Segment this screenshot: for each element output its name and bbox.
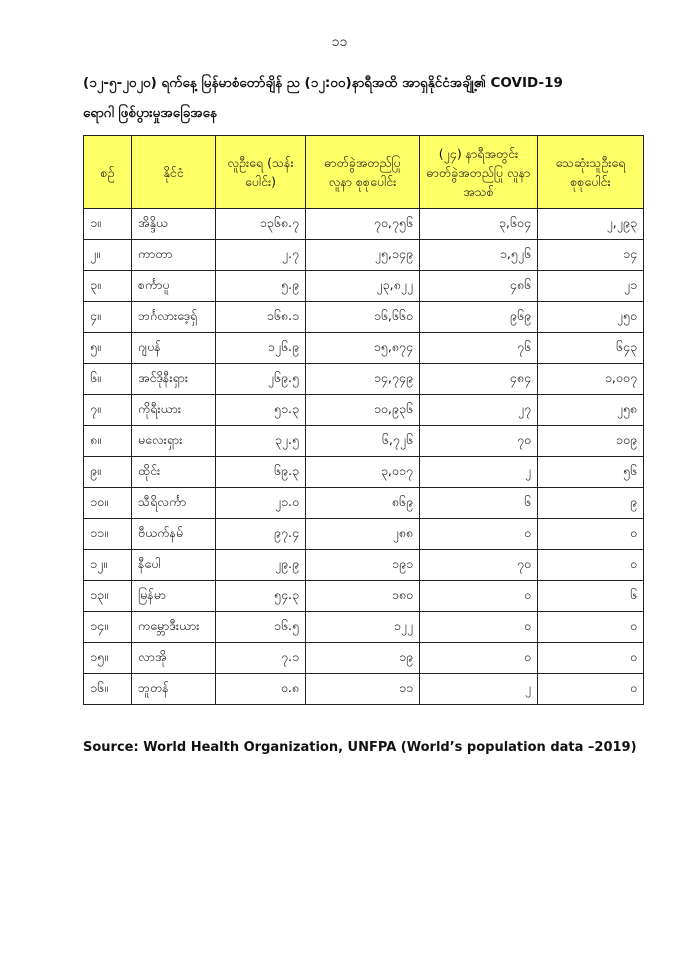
- cell-serial: ၁၂။: [84, 550, 132, 581]
- cell-deaths: ၀: [538, 519, 644, 550]
- header-confirmed-total: ဓာတ်ခွဲအတည်ပြု လူနာ စုစုပေါင်း: [306, 136, 420, 209]
- cell-population: ၆၉.၃: [216, 457, 306, 488]
- cell-country: မလေးရှား: [132, 426, 216, 457]
- table-row: [84, 426, 644, 457]
- cell-serial: ၁၃။: [84, 581, 132, 612]
- table-body: [84, 209, 644, 705]
- cell-new: ၀: [420, 643, 538, 674]
- table-row: [84, 612, 644, 643]
- table-row: [84, 271, 644, 302]
- table-row: [84, 519, 644, 550]
- cell-country: လာအို: [132, 643, 216, 674]
- cell-confirmed: ၁၉၁: [306, 550, 420, 581]
- cell-deaths: ၀: [538, 643, 644, 674]
- header-new-24h: (၂၄) နာရီအတွင်း ဓာတ်ခွဲအတည်ပြု လူနာ အသစ်: [420, 136, 538, 209]
- cell-new: ၃,၆၀၄: [420, 209, 538, 240]
- cell-confirmed: ၂၅,၁၄၉: [306, 240, 420, 271]
- cell-serial: ၈။: [84, 426, 132, 457]
- cell-new: ၆: [420, 488, 538, 519]
- cell-deaths: ၁၄: [538, 240, 644, 271]
- cell-population: ၁၆၈.၁: [216, 302, 306, 333]
- table-row: [84, 209, 644, 240]
- cell-deaths: ၁,၀၀၇: [538, 364, 644, 395]
- cell-serial: ၆။: [84, 364, 132, 395]
- cell-deaths: ၀: [538, 550, 644, 581]
- title-line-2: ရောဂါ ဖြစ်ပွားမှုအခြေအနေ: [83, 105, 217, 121]
- cell-serial: ၁၄။: [84, 612, 132, 643]
- cell-population: ၂.၇: [216, 240, 306, 271]
- page-number: ၁၁: [331, 34, 348, 50]
- cell-serial: ၁၆။: [84, 674, 132, 705]
- cell-country: ထိုင်း: [132, 457, 216, 488]
- cell-deaths: ၆: [538, 581, 644, 612]
- header-population: လူဦးရေ (သန်းပေါင်း): [216, 136, 306, 209]
- cell-country: သီရိလင်္ကာ: [132, 488, 216, 519]
- cell-population: ၅၄.၃: [216, 581, 306, 612]
- cell-serial: ၂။: [84, 240, 132, 271]
- cell-country: ကမ္ဘောဒီးယား: [132, 612, 216, 643]
- cell-country: အင်ဒိုနီးရှား: [132, 364, 216, 395]
- cell-deaths: ၀: [538, 612, 644, 643]
- cell-deaths: ၁၀၉: [538, 426, 644, 457]
- cell-country: ဘူတန်: [132, 674, 216, 705]
- cell-new: ၂: [420, 674, 538, 705]
- cell-country: မြန်မာ: [132, 581, 216, 612]
- table-row: [84, 333, 644, 364]
- cell-serial: ၅။: [84, 333, 132, 364]
- cell-confirmed: ၁၅,၈၇၄: [306, 333, 420, 364]
- cell-new: ၄၈၄: [420, 364, 538, 395]
- cell-new: ၉၆၉: [420, 302, 538, 333]
- cell-deaths: ၀: [538, 674, 644, 705]
- cell-new: ၇၆: [420, 333, 538, 364]
- cell-country: ဂျပန်: [132, 333, 216, 364]
- cell-serial: ၃။: [84, 271, 132, 302]
- source-note: Source: World Health Organization, UNFPA (World’s population data –2019): [83, 740, 637, 755]
- cell-confirmed: ၁၈၀: [306, 581, 420, 612]
- table-row: [84, 581, 644, 612]
- cell-serial: ၄။: [84, 302, 132, 333]
- cell-confirmed: ၁၉: [306, 643, 420, 674]
- table-row: [84, 643, 644, 674]
- cell-new: ၇၀: [420, 550, 538, 581]
- cell-serial: ၁၀။: [84, 488, 132, 519]
- cell-deaths: ၉: [538, 488, 644, 519]
- table-row: [84, 488, 644, 519]
- cell-population: ၂၆၉.၅: [216, 364, 306, 395]
- cell-deaths: ၅၆: [538, 457, 644, 488]
- table-row: [84, 674, 644, 705]
- cell-confirmed: ၂၃,၈၂၂: [306, 271, 420, 302]
- cell-country: စင်္ကာပူ: [132, 271, 216, 302]
- header-serial: စဉ်: [84, 136, 132, 209]
- cell-confirmed: ၁၀,၉၃၆: [306, 395, 420, 426]
- cell-confirmed: ၂၈၈: [306, 519, 420, 550]
- cell-country: ဘင်္ဂလားဒေ့ရှ်: [132, 302, 216, 333]
- cell-serial: ၁။: [84, 209, 132, 240]
- cell-deaths: ၂၅၀: [538, 302, 644, 333]
- cell-population: ၂၁.၀: [216, 488, 306, 519]
- cell-population: ၇.၁: [216, 643, 306, 674]
- cell-serial: ၁၁။: [84, 519, 132, 550]
- table-header-row: [84, 136, 644, 209]
- cell-confirmed: ၁၁: [306, 674, 420, 705]
- cell-country: ကာတာ: [132, 240, 216, 271]
- cell-new: ၀: [420, 581, 538, 612]
- cell-deaths: ၆၄၃: [538, 333, 644, 364]
- table-row: [84, 364, 644, 395]
- header-deaths-total: သေဆုံးသူဦးရေ စုစုပေါင်း: [538, 136, 644, 209]
- header-country: နိုင်ငံ: [132, 136, 216, 209]
- table-row: [84, 302, 644, 333]
- cell-confirmed: ၃,၀၁၇: [306, 457, 420, 488]
- cell-country: ဗီယက်နမ်: [132, 519, 216, 550]
- cell-confirmed: ၁၄,၇၄၉: [306, 364, 420, 395]
- cell-new: ၁,၅၂၆: [420, 240, 538, 271]
- cell-new: ၇၀: [420, 426, 538, 457]
- cell-population: ၉၇.၄: [216, 519, 306, 550]
- cell-population: ၅၁.၃: [216, 395, 306, 426]
- cell-population: ၅.၉: [216, 271, 306, 302]
- table-row: [84, 240, 644, 271]
- cell-new: ၄၈၆: [420, 271, 538, 302]
- cell-population: ၀.၈: [216, 674, 306, 705]
- table-row: [84, 457, 644, 488]
- cell-deaths: ၂,၂၉၃: [538, 209, 644, 240]
- title-line-1: (၁၂-၅-၂၀၂၀) ရက်နေ့ မြန်မာစံတော်ချိန် ည (၁၂:၀၀)နာရီအထိ အာရှနိုင်ငံအချို့၏ COVID-19: [83, 75, 563, 91]
- cell-new: ၀: [420, 519, 538, 550]
- cell-serial: ၇။: [84, 395, 132, 426]
- cell-confirmed: ၁၆,၆၆၀: [306, 302, 420, 333]
- cell-confirmed: ၁၂၂: [306, 612, 420, 643]
- table-row: [84, 395, 644, 426]
- cell-new: ၂: [420, 457, 538, 488]
- cell-population: ၁၂၆.၉: [216, 333, 306, 364]
- cell-country: ကိုရီးယား: [132, 395, 216, 426]
- document-title: [83, 68, 643, 128]
- cell-population: ၃၂.၅: [216, 426, 306, 457]
- cell-serial: ၁၅။: [84, 643, 132, 674]
- cell-deaths: ၂၁: [538, 271, 644, 302]
- cell-confirmed: ၆,၇၂၆: [306, 426, 420, 457]
- covid-cases-table: [83, 135, 644, 705]
- cell-new: ၂၇: [420, 395, 538, 426]
- cell-population: ၁၆.၅: [216, 612, 306, 643]
- cell-confirmed: ၈၆၉: [306, 488, 420, 519]
- table-row: [84, 550, 644, 581]
- cell-confirmed: ၇၀,၇၅၆: [306, 209, 420, 240]
- cell-new: ၀: [420, 612, 538, 643]
- cell-population: ၁၃၆၈.၇: [216, 209, 306, 240]
- cell-deaths: ၂၅၈: [538, 395, 644, 426]
- cell-country: အိန္ဒိယ: [132, 209, 216, 240]
- cell-serial: ၉။: [84, 457, 132, 488]
- cell-country: နီပေါ: [132, 550, 216, 581]
- cell-population: ၂၉.၉: [216, 550, 306, 581]
